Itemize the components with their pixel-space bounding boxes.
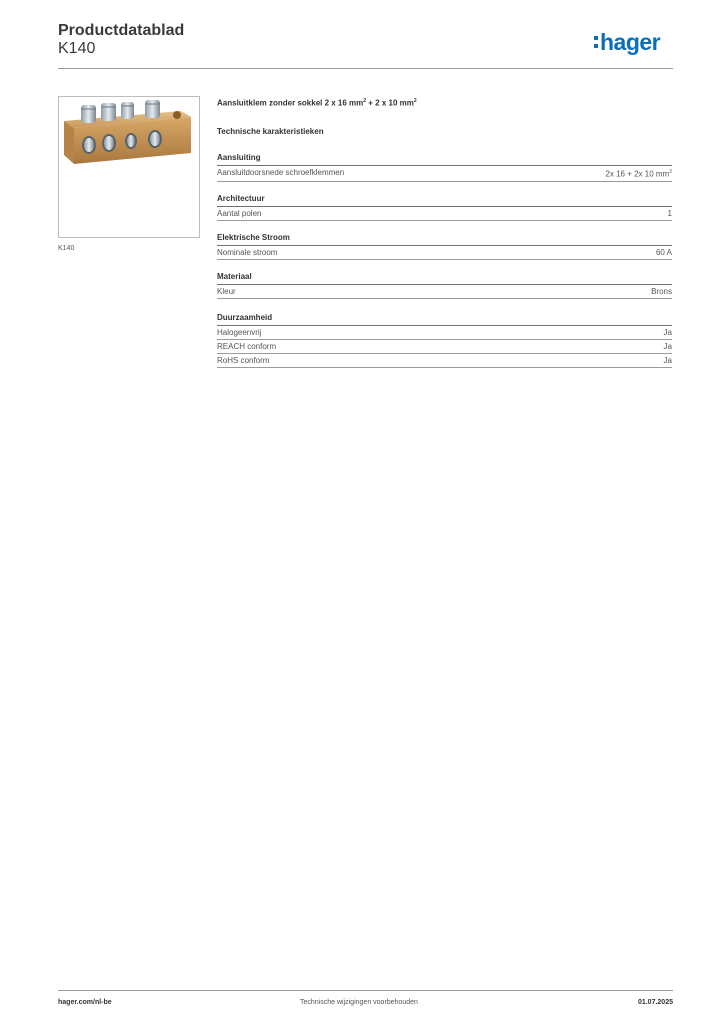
section-title: Duurzaamheid	[217, 313, 672, 326]
section-elektrische-stroom	[217, 233, 672, 260]
terminal-block-picture	[59, 97, 199, 237]
spec-label: Halogeenvrij	[217, 327, 262, 337]
section-materiaal	[217, 272, 672, 299]
spec-value: Ja	[663, 341, 672, 351]
product-description: Aansluitklem zonder sokkel 2 x 16 $mm^2 + 2$ x 10 $mm^2$	[217, 98, 417, 108]
spec-label: Aansluitdoorsnede schroefklemmen	[217, 168, 345, 177]
section-title: Elektrische Stroom	[217, 233, 672, 246]
section-title: Aansluiting	[217, 153, 672, 166]
spec-value: 60 A	[655, 247, 672, 257]
spec-row	[217, 340, 672, 354]
footer-notice: Technische wijzigingen voorbehouden	[300, 999, 418, 1006]
footer-website-link[interactable]: hager.com/nl-be	[58, 999, 112, 1006]
section-aansluiting	[217, 153, 672, 182]
hager-logo	[594, 29, 660, 55]
spec-value: Brons	[651, 286, 672, 296]
image-caption: K140	[58, 245, 75, 252]
spec-label: REACH conform	[217, 341, 277, 351]
spec-row	[217, 285, 672, 299]
spec-row	[217, 354, 672, 368]
section-duurzaamheid	[217, 313, 672, 368]
section-title: Architectuur	[217, 194, 672, 207]
spec-row	[217, 207, 672, 221]
product-code: K140	[58, 40, 96, 57]
spec-label: Nominale stroom	[217, 247, 278, 257]
footer-date: 01.07.2025	[637, 999, 673, 1006]
technical-characteristics-heading: Technische karakteristieken	[217, 127, 324, 136]
product-image	[58, 96, 200, 238]
spec-value: Ja	[663, 327, 672, 337]
footer-divider	[58, 990, 673, 991]
product-details	[217, 96, 672, 368]
logo-dots-icon	[594, 36, 598, 48]
spec-row	[217, 166, 672, 182]
spec-row	[217, 326, 672, 340]
section-architectuur	[217, 194, 672, 221]
logo-text: hager	[600, 29, 661, 55]
spec-label: Aantal polen	[217, 208, 262, 218]
spec-value: 2x 16 + 2x 10 $mm^2$	[605, 169, 672, 179]
spec-value: 1	[667, 208, 672, 218]
section-title: Materiaal	[217, 272, 672, 285]
spec-label: Kleur	[217, 286, 236, 296]
spec-value: Ja	[663, 355, 672, 365]
spec-label: RoHS conform	[217, 355, 270, 365]
header-divider	[58, 68, 673, 69]
page-title: Productdatablad	[58, 22, 185, 39]
spec-row	[217, 246, 672, 260]
